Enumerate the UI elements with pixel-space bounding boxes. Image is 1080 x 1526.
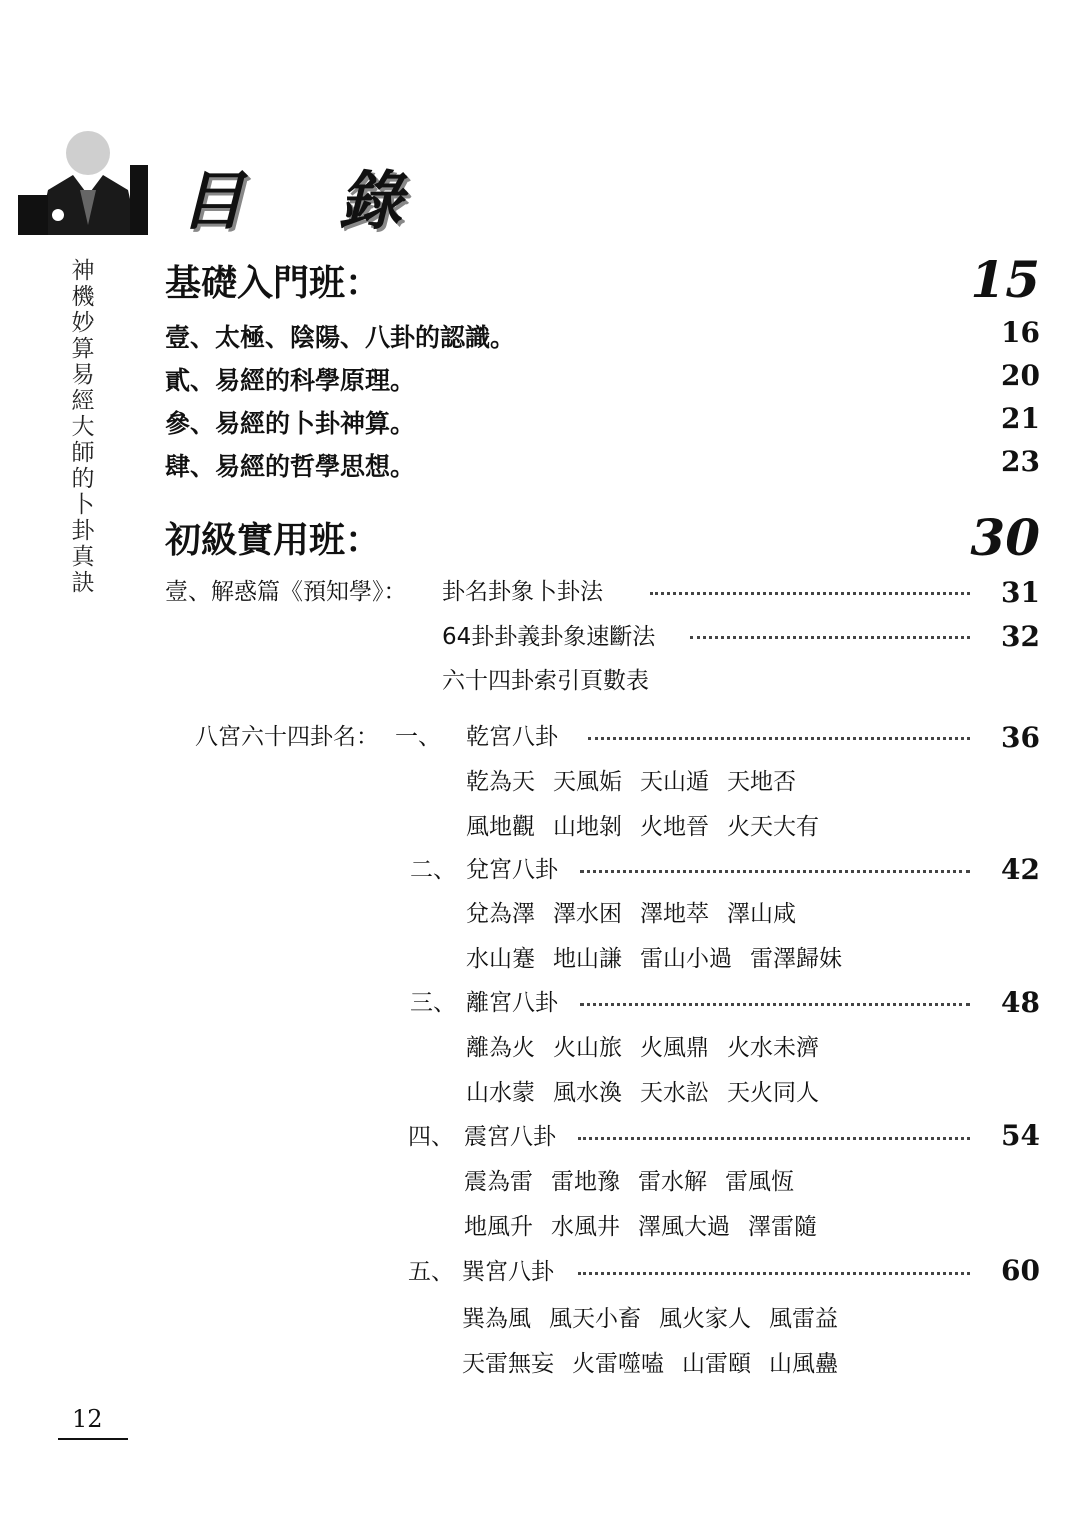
toc-page: 31 [1001,576,1040,609]
hexagram-name: 風水渙 [553,1080,622,1106]
toc-page: 60 [1001,1254,1040,1287]
footer-rule [58,1438,128,1440]
hexagram-name: 澤雷隨 [748,1214,817,1240]
hexagram-name: 風火家人 [659,1306,751,1332]
hexagram-name: 風雷益 [769,1306,838,1332]
toc-page: 36 [1001,721,1040,754]
toc-page: 48 [1001,986,1040,1019]
author-portrait-image [18,95,148,235]
hexagram-row [466,808,837,841]
hexagram-name: 天水訟 [640,1080,709,1106]
hexagram-name: 雷山小過 [640,946,732,972]
hexagram-name: 澤山咸 [727,901,796,927]
section-page-practical: 30 [970,508,1040,567]
hexagram-row [464,1208,835,1241]
dot-leader [580,1003,970,1006]
hexagram-row [462,1300,856,1333]
toc-page: 32 [1001,620,1040,653]
hexagram-row [466,763,814,796]
hexagram-name: 火雷噬嗑 [572,1351,664,1377]
section-heading-practical: 初級實用班： [165,520,382,561]
palace-number: 二、 [410,857,456,883]
toc-entry: 參、易經的卜卦神算。 [165,409,416,438]
palaces-intro: 八宮六十四卦名： [195,724,379,750]
hexagram-name: 天火同人 [727,1080,819,1106]
page-number: 12 [72,1405,103,1433]
toc-entry: 64卦卦義卦象速斷法 [442,624,656,650]
hexagram-row [466,940,860,973]
palace-number: 三、 [410,990,456,1016]
hexagram-name: 天山遁 [640,769,709,795]
palace-number: 四、 [408,1124,454,1150]
palace-name: 離宮八卦 [466,990,558,1016]
toc-page: 23 [1001,445,1040,478]
hexagram-row [464,1163,812,1196]
hexagram-name: 山雷頤 [682,1351,751,1377]
toc-page: 16 [1001,316,1040,349]
toc-entry: 貳、易經的科學原理。 [165,366,416,395]
hexagram-name: 巽為風 [462,1306,531,1332]
dot-leader [580,870,970,873]
palace-name: 震宮八卦 [464,1124,556,1150]
toc-page: 20 [1001,359,1040,392]
dot-leader [588,737,970,740]
hexagram-name: 風天小畜 [549,1306,641,1332]
toc-entry: 卦名卦象卜卦法 [442,579,603,605]
vertical-book-title: 神機妙算易經大師的卜卦真訣 [71,258,95,596]
hexagram-name: 雷水解 [638,1169,707,1195]
page-title: 目 錄 [180,165,439,239]
dot-leader [690,636,970,639]
dot-leader [650,592,970,595]
toc-page: 54 [1001,1119,1040,1152]
hexagram-name: 火風鼎 [640,1035,709,1061]
hexagram-name: 震為雷 [464,1169,533,1195]
hexagram-name: 火水未濟 [727,1035,819,1061]
section-page-basic: 15 [970,250,1040,309]
palace-name: 兌宮八卦 [466,857,558,883]
hexagram-name: 澤水困 [553,901,622,927]
toc-entry: 肆、易經的哲學思想。 [165,452,416,481]
section-heading-basic: 基礎入門班： [165,263,382,304]
subsection-intro: 壹、解惑篇《預知學》： [165,579,407,605]
hexagram-row [462,1345,856,1378]
dot-leader [578,1137,970,1140]
hexagram-name: 雷風恆 [725,1169,794,1195]
hexagram-name: 天風姤 [553,769,622,795]
hexagram-name: 兌為澤 [466,901,535,927]
hexagram-name: 地風升 [464,1214,533,1240]
hexagram-name: 火山旅 [553,1035,622,1061]
hexagram-name: 火地晉 [640,814,709,840]
toc-entry: 六十四卦索引頁數表 [442,668,649,694]
hexagram-row [466,1029,837,1062]
hexagram-name: 天地否 [727,769,796,795]
hexagram-name: 澤地萃 [640,901,709,927]
hexagram-name: 山風蠱 [769,1351,838,1377]
hexagram-name: 山地剝 [553,814,622,840]
hexagram-name: 乾為天 [466,769,535,795]
palace-number: 五、 [408,1259,454,1285]
hexagram-name: 天雷無妄 [462,1351,554,1377]
hexagram-name: 水山蹇 [466,946,535,972]
hexagram-name: 雷地豫 [551,1169,620,1195]
hexagram-name: 火天大有 [727,814,819,840]
hexagram-name: 風地觀 [466,814,535,840]
toc-page: 42 [1001,853,1040,886]
palace-name: 乾宮八卦 [466,724,558,750]
toc-entry: 壹、太極、陰陽、八卦的認識。 [165,323,516,352]
hexagram-name: 水風井 [551,1214,620,1240]
hexagram-name: 雷澤歸妹 [750,946,842,972]
hexagram-name: 山水蒙 [466,1080,535,1106]
dot-leader [578,1272,970,1275]
hexagram-row [466,895,814,928]
hexagram-name: 地山謙 [553,946,622,972]
toc-page: 21 [1001,402,1040,435]
hexagram-row [466,1074,837,1107]
palace-number: 一、 [395,724,441,750]
hexagram-name: 澤風大過 [638,1214,730,1240]
hexagram-name: 離為火 [466,1035,535,1061]
palace-name: 巽宮八卦 [462,1259,554,1285]
